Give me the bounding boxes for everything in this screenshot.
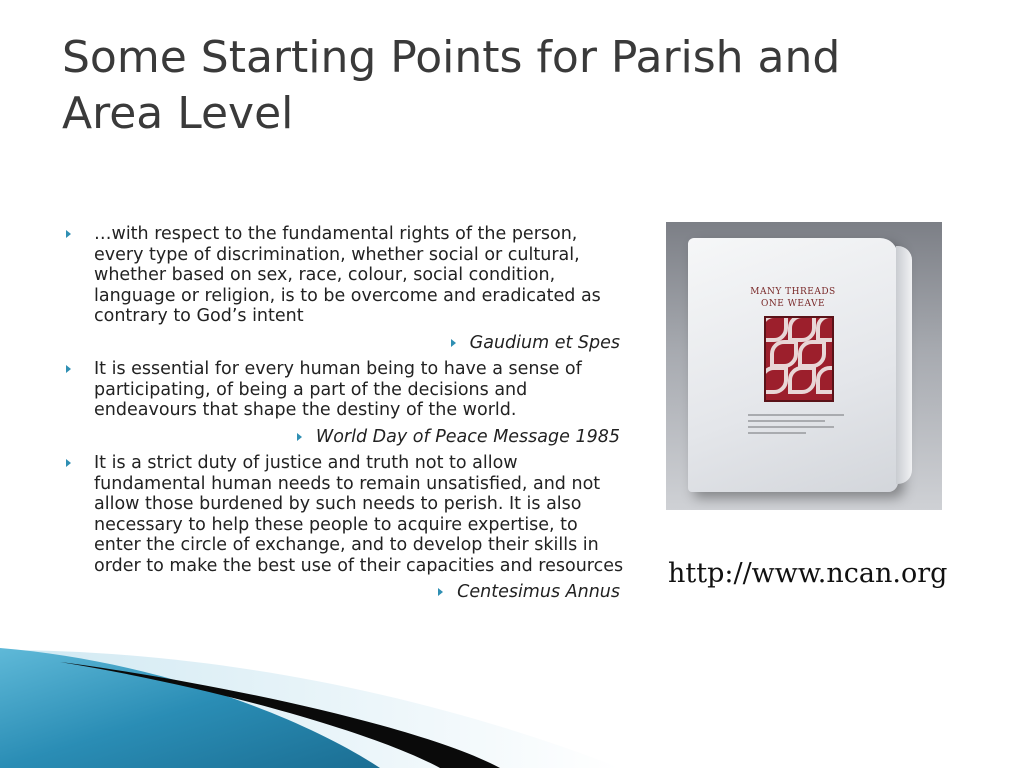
wave-dark	[60, 662, 500, 768]
slide-title: Some Starting Points for Parish and Area Level	[62, 32, 841, 139]
source-arrow-icon	[297, 433, 302, 441]
source-text: Gaudium et Spes	[469, 332, 620, 353]
bullet-item	[66, 224, 626, 327]
bullet-text: It is essential for every human being to have a sense of participating, of being a part of the decisions and endeavours that shape the destiny of the world.	[94, 359, 582, 420]
binder-cover-title: MANY THREADS ONE WEAVE	[750, 287, 836, 309]
bullet-text: It is a strict duty of justice and truth not to allow fundamental human needs to remain unsatisfied, and not allow those burdened by such needs to perish. It is also necessary to help these people to acquire expertise, to enter the circle of exchange, and to develop their skills in order to make the best use of their capacities and resources	[94, 453, 624, 576]
quote-source	[66, 333, 620, 354]
bullet-item	[66, 359, 626, 421]
quilt-emblem	[764, 316, 834, 402]
bullet-item	[66, 453, 626, 576]
wave-blue	[0, 648, 380, 768]
binder-blurb	[748, 414, 844, 438]
source-arrow-icon	[438, 588, 443, 596]
source-arrow-icon	[451, 339, 456, 347]
bullet-list	[66, 224, 626, 609]
quote-source	[66, 427, 620, 448]
wave-light	[0, 650, 620, 768]
bullet-arrow-icon	[66, 230, 71, 238]
binder-photo	[666, 222, 942, 510]
binder-image	[688, 238, 898, 492]
source-url: http://www.ncan.org	[668, 558, 948, 589]
source-text: Centesimus Annus	[457, 582, 620, 602]
bullet-arrow-icon	[66, 365, 71, 373]
quote-source	[66, 582, 620, 603]
bullet-text: …with respect to the fundamental rights of the person, every type of discrimination, whether social or cultural, whether based on sex, race, colour, social condition, language or religion, is to be overcome and eradicated as contrary to God’s intent	[94, 224, 601, 326]
bullet-arrow-icon	[66, 459, 71, 467]
binder-spine	[896, 246, 912, 484]
source-text: World Day of Peace Message 1985	[315, 426, 620, 447]
